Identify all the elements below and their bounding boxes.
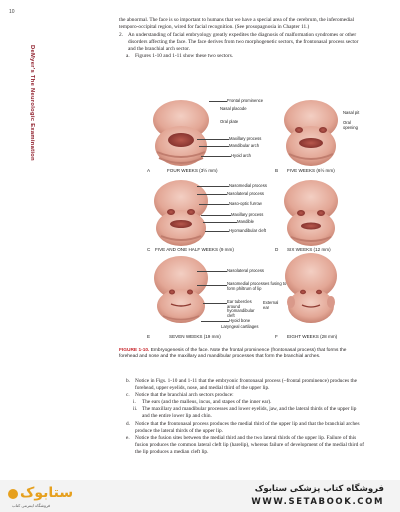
list-letter: b. [126, 378, 130, 384]
panel-letter: C [147, 247, 151, 252]
banner-url[interactable]: WWW.SETABOOK.COM [251, 497, 384, 507]
logo-text: ستابوک [20, 485, 74, 501]
list-roman: i. [133, 399, 136, 406]
panel-caption: FIVE AND ONE HALF WEEKS (9 mm) [155, 247, 234, 252]
label-nasal-pit: Nasal pit [343, 110, 360, 115]
banner-title: فروشگاه کتاب پزشکی ستابوک [254, 484, 384, 494]
publisher-banner [0, 480, 400, 512]
panel-letter: B [275, 168, 279, 173]
label-oral-opening: Oral opening [343, 120, 358, 130]
embryo-f [285, 253, 337, 323]
list-text: Notice the fusion sites between the medial third and the two lateral thirds of the upper lip. Failure of this fusion produces the common lateral cleft lip (harelip), whereas failure of development of the medial third of the lip produces a median cleft lip. [135, 434, 365, 455]
list-roman: ii. [133, 406, 138, 413]
label-mandibular-arch: Mandibular arch [229, 143, 260, 148]
label-oral-plate: Oral plate [220, 119, 239, 124]
body-text-bottom [119, 378, 364, 456]
embryo-b [284, 100, 338, 166]
label-mandible: Mandible [237, 219, 254, 224]
list-letter: c. [126, 392, 130, 399]
label-nasal-placode: Nasal placode [220, 106, 247, 111]
label-laryngeal-cartilages: Laryngeal cartilages [221, 324, 259, 329]
list-item [119, 53, 364, 60]
list-text: The ears (and the malleus, incus, and stapes of the inner ear). [142, 399, 272, 406]
panel-caption: EIGHT WEEKS (28 mm) [287, 334, 338, 339]
embryo-d [284, 180, 338, 246]
panel-letter: A [147, 168, 151, 173]
list-letter: a. [126, 53, 130, 60]
embryo-figure [117, 96, 365, 346]
list-text: An understanding of facial embryology greatly expedites the diagnosis of malformation syndromes or other disorders affecting the face. The face derives from two morphogenetic sectors, the frontonasal process sector and the branchial arch sector. [128, 32, 359, 53]
label-hyomandibular-cleft: Hyomandibular cleft [229, 228, 267, 233]
list-item [119, 421, 364, 435]
label-maxillary-process-2: Maxillary process [231, 212, 264, 217]
list-text: Notice in Figs. 1-10 and 1-11 that the embryonic frontonasal process (~frontal prominence) produces the forehead, upper eyelids, nose, and medial third of the upper lip. [135, 378, 357, 392]
list-text: The maxillary and mandibular processes and lower eyelids, jaw, and the lateral thirds of the upper lip and the entire lower lip and chin. [142, 406, 357, 420]
label-frontal-prominence: Frontal prominence [227, 98, 264, 103]
figure-caption [119, 348, 364, 360]
figure-label: FIGURE 1-10. [119, 348, 150, 353]
paragraph: the abnormal. The face is so important to humans that we have a special area of the cerebrum, the inferomedial temporo-occipital region, wired for facial recognition. (See prosopagnosia in Chapter 11.) [119, 17, 355, 31]
list-text: Notice that the branchial arch sectors produce: [135, 392, 234, 399]
panel-letter: F [275, 334, 278, 339]
label-external-ear: External ear [263, 300, 279, 310]
page-number: 10 [9, 9, 15, 15]
label-nasolateral-process-2: Nasolateral process [227, 268, 265, 273]
list-letter: e. [126, 434, 130, 441]
embryo-c [154, 180, 208, 246]
list-item [119, 378, 364, 392]
label-hyoid-arch: Hyoid arch [231, 153, 252, 158]
panel-caption: FOUR WEEKS (3½ mm) [167, 168, 218, 173]
setabook-logo[interactable] [8, 485, 74, 508]
running-head: DeMyer's The Neurologic Examination [29, 45, 35, 161]
body-text-top [119, 17, 364, 61]
panel-caption: SIX WEEKS (12 mm) [287, 247, 331, 252]
label-nasomedial-fusing: Nasomedial processes fusing to form philtrum of lip [227, 281, 287, 291]
logo-subtitle: فروشگاه اینترنتی کتاب [12, 503, 51, 508]
panel-caption: SEVEN WEEKS (19 mm) [169, 334, 221, 339]
list-item [119, 435, 364, 456]
figure-caption-text: Embryogenesis of the face. Note the frontal prominence (frontonasal process) that forms the forehead and nose and the maxillary and mandibular processes that form the branchial arches. [119, 348, 347, 359]
label-hyoid-bone: Hyoid bone [229, 318, 251, 323]
label-maxillary-process: Maxillary process [229, 136, 262, 141]
list-text: Notice that the frontonasal process produces the medial third of the upper lip and that the branchial arches produce the lateral thirds of the upper lip. [135, 420, 360, 434]
list-item [119, 32, 364, 53]
embryo-e [154, 256, 208, 323]
list-item [119, 406, 364, 420]
list-letter: d. [126, 420, 130, 427]
panel-letter: D [275, 247, 279, 252]
label-nasomedial-process: Nasomedial process [229, 183, 267, 188]
panel-letter: E [147, 334, 151, 339]
label-naso-optic-furrow: Naso-optic furrow [229, 201, 262, 206]
label-nasolateral-process: Nasolateral process [227, 191, 265, 196]
logo-badge-icon [8, 489, 18, 499]
list-text: Figures 1-10 and 1-11 show these two sectors. [135, 53, 234, 60]
list-number: 2. [119, 32, 123, 39]
panel-caption: FIVE WEEKS (6½ mm) [287, 168, 335, 173]
label-ear-tubercles: Ear tubercles around hyomandibular cleft [227, 299, 255, 318]
